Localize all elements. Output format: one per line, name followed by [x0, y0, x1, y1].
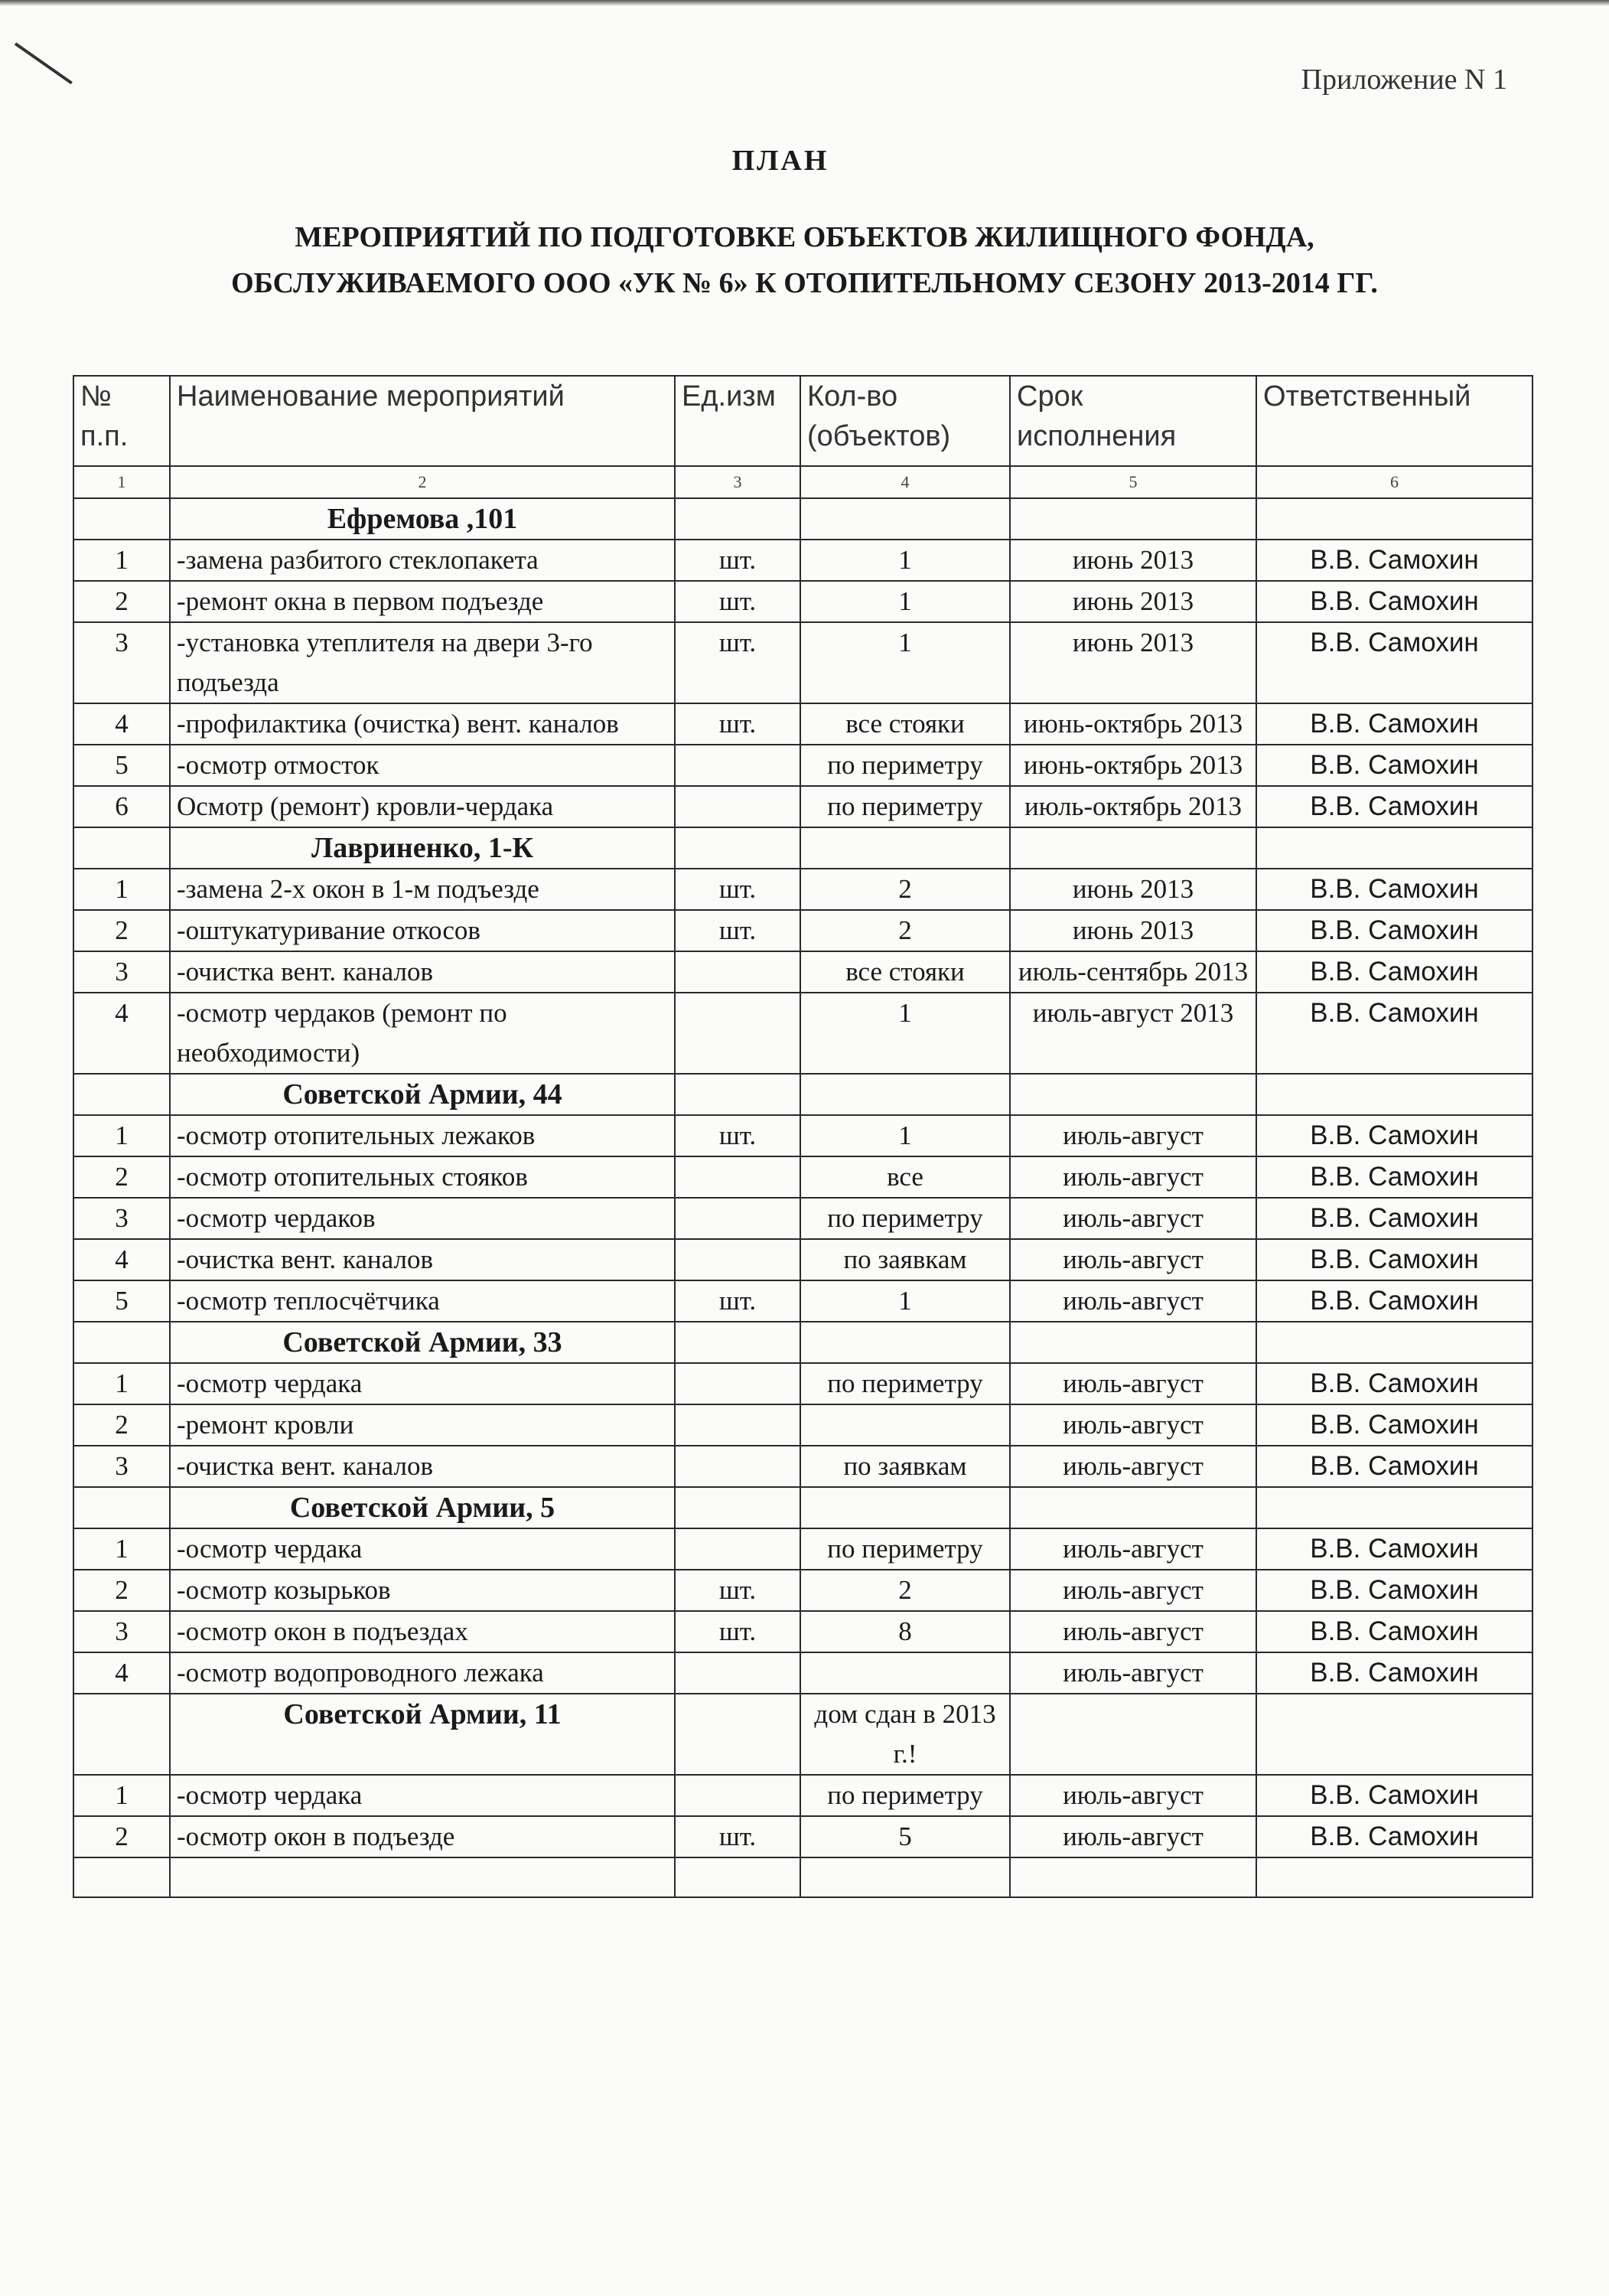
table-row — [73, 1363, 1532, 1404]
activity-name: -ремонт кровли — [170, 1404, 675, 1446]
quantity: по периметру — [800, 1363, 1010, 1404]
unit: шт. — [675, 581, 800, 622]
section-name: Советской Армии, 33 — [170, 1322, 675, 1363]
section-empty-cell — [675, 1487, 800, 1528]
activity-name: -осмотр теплосчётчика — [170, 1280, 675, 1322]
row-number: 1 — [73, 869, 170, 910]
responsible: В.В. Самохин — [1256, 1652, 1532, 1694]
unit — [675, 1363, 800, 1404]
activity-name: -осмотр водопроводного лежака — [170, 1652, 675, 1694]
quantity: 1 — [800, 1280, 1010, 1322]
unit — [675, 1652, 800, 1694]
quantity: 1 — [800, 993, 1010, 1074]
unit: шт. — [675, 910, 800, 951]
responsible: В.В. Самохин — [1256, 1570, 1532, 1611]
unit: шт. — [675, 1570, 800, 1611]
activity-name: -осмотр чердаков — [170, 1198, 675, 1239]
activity-name: -профилактика (очистка) вент. каналов — [170, 703, 675, 745]
section-empty-cell — [1010, 1074, 1256, 1115]
column-number: 3 — [675, 466, 800, 498]
term: июль-август — [1010, 1816, 1256, 1857]
quantity: 1 — [800, 1115, 1010, 1156]
term: июль-октябрь 2013 — [1010, 786, 1256, 827]
section-empty-cell — [1256, 1694, 1532, 1775]
header-row — [73, 376, 1532, 466]
responsible: В.В. Самохин — [1256, 1280, 1532, 1322]
table-row — [73, 1652, 1532, 1694]
term: июль-август — [1010, 1156, 1256, 1198]
subtitle-line-2: ОБСЛУЖИВАЕМОГО ООО «УК № 6» К ОТОПИТЕЛЬНОМУ СЕЗОНУ 2013-2014 ГГ. — [231, 267, 1378, 299]
term: июнь 2013 — [1010, 910, 1256, 951]
row-number: 1 — [73, 1115, 170, 1156]
row-number: 3 — [73, 951, 170, 993]
activity-name: -осмотр козырьков — [170, 1570, 675, 1611]
header-cell-term: Срок исполнения — [1010, 376, 1256, 466]
responsible: В.В. Самохин — [1256, 1404, 1532, 1446]
unit — [675, 1239, 800, 1280]
empty-cell — [675, 1857, 800, 1897]
section-note — [800, 498, 1010, 540]
term: июль-август — [1010, 1775, 1256, 1816]
unit: шт. — [675, 1280, 800, 1322]
row-number: 4 — [73, 1239, 170, 1280]
column-number-row — [73, 466, 1532, 498]
plan-table-body — [73, 376, 1532, 1897]
table-row — [73, 1528, 1532, 1570]
table-row — [73, 1570, 1532, 1611]
activity-name: -очистка вент. каналов — [170, 951, 675, 993]
unit — [675, 1528, 800, 1570]
responsible: В.В. Самохин — [1256, 1816, 1532, 1857]
quantity: 2 — [800, 1570, 1010, 1611]
unit: шт. — [675, 540, 800, 581]
table-row — [73, 622, 1532, 703]
row-number: 1 — [73, 540, 170, 581]
row-number: 3 — [73, 1446, 170, 1487]
column-number: 1 — [73, 466, 170, 498]
column-number: 5 — [1010, 466, 1256, 498]
table-row — [73, 745, 1532, 786]
responsible: В.В. Самохин — [1256, 1611, 1532, 1652]
subtitle-line-1: МЕРОПРИЯТИЙ ПО ПОДГОТОВКЕ ОБЪЕКТОВ ЖИЛИЩНОГО ФОНДА, — [295, 221, 1314, 253]
section-empty-cell — [1010, 1694, 1256, 1775]
row-number: 3 — [73, 1611, 170, 1652]
activity-name: -замена разбитого стеклопакета — [170, 540, 675, 581]
term: июль-август — [1010, 1611, 1256, 1652]
activity-name: -осмотр окон в подъездах — [170, 1611, 675, 1652]
section-empty-cell — [73, 1694, 170, 1775]
activity-name: -замена 2-х окон в 1-м подъезде — [170, 869, 675, 910]
header-cell-unit: Ед.изм — [675, 376, 800, 466]
activity-name: -осмотр чердака — [170, 1363, 675, 1404]
unit — [675, 1446, 800, 1487]
responsible: В.В. Самохин — [1256, 1775, 1532, 1816]
unit: шт. — [675, 1816, 800, 1857]
quantity: 5 — [800, 1816, 1010, 1857]
quantity: все стояки — [800, 951, 1010, 993]
table-row — [73, 869, 1532, 910]
section-empty-cell — [1256, 1322, 1532, 1363]
activity-name: Осмотр (ремонт) кровли-чердака — [170, 786, 675, 827]
table-row — [73, 1198, 1532, 1239]
responsible: В.В. Самохин — [1256, 1363, 1532, 1404]
term: июль-август — [1010, 1446, 1256, 1487]
table-row — [73, 581, 1532, 622]
term: июль-август — [1010, 1115, 1256, 1156]
responsible: В.В. Самохин — [1256, 1239, 1532, 1280]
section-empty-cell — [675, 1322, 800, 1363]
section-empty-cell — [1010, 498, 1256, 540]
section-empty-cell — [1010, 827, 1256, 869]
header-cell-name: Наименование мероприятий — [170, 376, 675, 466]
empty-cell — [800, 1857, 1010, 1897]
table-row — [73, 1239, 1532, 1280]
activity-name: -оштукатуривание откосов — [170, 910, 675, 951]
quantity: по заявкам — [800, 1446, 1010, 1487]
quantity: по периметру — [800, 745, 1010, 786]
activity-name: -осмотр отопительных лежаков — [170, 1115, 675, 1156]
term: июнь-октябрь 2013 — [1010, 745, 1256, 786]
section-empty-cell — [73, 827, 170, 869]
activity-name: -ремонт окна в первом подъезде — [170, 581, 675, 622]
responsible: В.В. Самохин — [1256, 910, 1532, 951]
section-name: Лавриненко, 1-К — [170, 827, 675, 869]
activity-name: -очистка вент. каналов — [170, 1239, 675, 1280]
responsible: В.В. Самохин — [1256, 1198, 1532, 1239]
activity-name: -осмотр чердака — [170, 1528, 675, 1570]
section-note — [800, 1074, 1010, 1115]
column-number: 6 — [1256, 466, 1532, 498]
term: июнь 2013 — [1010, 540, 1256, 581]
table-row — [73, 1115, 1532, 1156]
unit: шт. — [675, 703, 800, 745]
unit — [675, 993, 800, 1074]
quantity: по периметру — [800, 1775, 1010, 1816]
quantity: все — [800, 1156, 1010, 1198]
responsible: В.В. Самохин — [1256, 622, 1532, 703]
column-number: 2 — [170, 466, 675, 498]
section-row — [73, 1487, 1532, 1528]
row-number: 1 — [73, 1363, 170, 1404]
activity-name: -осмотр чердака — [170, 1775, 675, 1816]
quantity: по периметру — [800, 1528, 1010, 1570]
quantity — [800, 1652, 1010, 1694]
term: июль-сентябрь 2013 — [1010, 951, 1256, 993]
table-row — [73, 703, 1532, 745]
empty-row — [73, 1857, 1532, 1897]
term: июнь-октябрь 2013 — [1010, 703, 1256, 745]
section-row — [73, 498, 1532, 540]
table-row — [73, 951, 1532, 993]
section-empty-cell — [1256, 1074, 1532, 1115]
row-number: 3 — [73, 622, 170, 703]
activity-name: -осмотр отмосток — [170, 745, 675, 786]
responsible: В.В. Самохин — [1256, 951, 1532, 993]
responsible: В.В. Самохин — [1256, 1446, 1532, 1487]
column-number: 4 — [800, 466, 1010, 498]
row-number: 2 — [73, 581, 170, 622]
document-title: ПЛАН — [731, 145, 829, 177]
quantity: по периметру — [800, 1198, 1010, 1239]
row-number: 1 — [73, 1775, 170, 1816]
quantity: 8 — [800, 1611, 1010, 1652]
unit — [675, 745, 800, 786]
responsible: В.В. Самохин — [1256, 540, 1532, 581]
header-cell-responsible: Ответственный — [1256, 376, 1532, 466]
section-row — [73, 1322, 1532, 1363]
table-row — [73, 993, 1532, 1074]
section-empty-cell — [675, 827, 800, 869]
pen-mark — [15, 42, 73, 84]
header-cell-number: № п.п. — [73, 376, 170, 466]
plan-table — [73, 375, 1533, 1898]
table-row — [73, 1280, 1532, 1322]
table-row — [73, 910, 1532, 951]
empty-cell — [1010, 1857, 1256, 1897]
unit: шт. — [675, 1115, 800, 1156]
table-row — [73, 540, 1532, 581]
table-row — [73, 1611, 1532, 1652]
responsible: В.В. Самохин — [1256, 1156, 1532, 1198]
row-number: 2 — [73, 910, 170, 951]
section-row — [73, 1694, 1532, 1775]
row-number: 5 — [73, 1280, 170, 1322]
unit — [675, 951, 800, 993]
term: июль-август — [1010, 1280, 1256, 1322]
section-empty-cell — [1010, 1487, 1256, 1528]
term: июнь 2013 — [1010, 869, 1256, 910]
section-empty-cell — [73, 1074, 170, 1115]
section-empty-cell — [675, 498, 800, 540]
quantity: все стояки — [800, 703, 1010, 745]
section-empty-cell — [73, 1487, 170, 1528]
quantity: 1 — [800, 622, 1010, 703]
empty-cell — [73, 1857, 170, 1897]
unit — [675, 786, 800, 827]
quantity: 1 — [800, 581, 1010, 622]
quantity: по заявкам — [800, 1239, 1010, 1280]
activity-name: -очистка вент. каналов — [170, 1446, 675, 1487]
term: июнь 2013 — [1010, 581, 1256, 622]
unit — [675, 1404, 800, 1446]
term: июль-август — [1010, 1198, 1256, 1239]
section-empty-cell — [675, 1694, 800, 1775]
row-number: 4 — [73, 703, 170, 745]
table-row — [73, 786, 1532, 827]
table-row — [73, 1816, 1532, 1857]
document-subtitle — [0, 214, 1609, 306]
term: июнь 2013 — [1010, 622, 1256, 703]
responsible: В.В. Самохин — [1256, 869, 1532, 910]
section-note — [800, 827, 1010, 869]
section-row — [73, 1074, 1532, 1115]
activity-name: -осмотр отопительных стояков — [170, 1156, 675, 1198]
section-name: Советской Армии, 11 — [170, 1694, 675, 1775]
section-row — [73, 827, 1532, 869]
empty-cell — [170, 1857, 675, 1897]
term: июль-август — [1010, 1652, 1256, 1694]
term: июль-август — [1010, 1570, 1256, 1611]
term: июль-август — [1010, 1404, 1256, 1446]
row-number: 2 — [73, 1404, 170, 1446]
responsible: В.В. Самохин — [1256, 745, 1532, 786]
table-row — [73, 1775, 1532, 1816]
responsible: В.В. Самохин — [1256, 1528, 1532, 1570]
responsible: В.В. Самохин — [1256, 1115, 1532, 1156]
activity-name: -осмотр окон в подъезде — [170, 1816, 675, 1857]
row-number: 4 — [73, 993, 170, 1074]
section-note — [800, 1322, 1010, 1363]
section-name: Советской Армии, 44 — [170, 1074, 675, 1115]
table-row — [73, 1404, 1532, 1446]
unit: шт. — [675, 622, 800, 703]
table-row — [73, 1156, 1532, 1198]
responsible: В.В. Самохин — [1256, 786, 1532, 827]
row-number: 3 — [73, 1198, 170, 1239]
term: июль-август — [1010, 1239, 1256, 1280]
term: июль-август — [1010, 1363, 1256, 1404]
term: июль-август — [1010, 1528, 1256, 1570]
quantity: 2 — [800, 910, 1010, 951]
row-number: 5 — [73, 745, 170, 786]
unit: шт. — [675, 869, 800, 910]
row-number: 2 — [73, 1816, 170, 1857]
activity-name: -установка утеплителя на двери 3-го подъезда — [170, 622, 675, 703]
section-note — [800, 1487, 1010, 1528]
section-empty-cell — [1256, 1487, 1532, 1528]
quantity — [800, 1404, 1010, 1446]
section-empty-cell — [675, 1074, 800, 1115]
unit — [675, 1156, 800, 1198]
responsible: В.В. Самохин — [1256, 581, 1532, 622]
row-number: 2 — [73, 1570, 170, 1611]
section-empty-cell — [73, 498, 170, 540]
row-number: 1 — [73, 1528, 170, 1570]
empty-cell — [1256, 1857, 1532, 1897]
section-empty-cell — [73, 1322, 170, 1363]
section-name: Ефремова ,101 — [170, 498, 675, 540]
unit: шт. — [675, 1611, 800, 1652]
unit — [675, 1775, 800, 1816]
quantity: 1 — [800, 540, 1010, 581]
responsible: В.В. Самохин — [1256, 703, 1532, 745]
section-empty-cell — [1010, 1322, 1256, 1363]
section-empty-cell — [1256, 827, 1532, 869]
responsible: В.В. Самохин — [1256, 993, 1532, 1074]
section-note: дом сдан в 2013 г.! — [800, 1694, 1010, 1775]
section-empty-cell — [1256, 498, 1532, 540]
appendix-label: Приложение N 1 — [1301, 64, 1507, 96]
section-name: Советской Армии, 5 — [170, 1487, 675, 1528]
row-number: 4 — [73, 1652, 170, 1694]
header-cell-quantity: Кол-во (объектов) — [800, 376, 1010, 466]
table-row — [73, 1446, 1532, 1487]
term: июль-август 2013 — [1010, 993, 1256, 1074]
quantity: по периметру — [800, 786, 1010, 827]
unit — [675, 1198, 800, 1239]
row-number: 6 — [73, 786, 170, 827]
scan-top-edge — [0, 0, 1609, 6]
quantity: 2 — [800, 869, 1010, 910]
activity-name: -осмотр чердаков (ремонт по необходимости) — [170, 993, 675, 1074]
row-number: 2 — [73, 1156, 170, 1198]
